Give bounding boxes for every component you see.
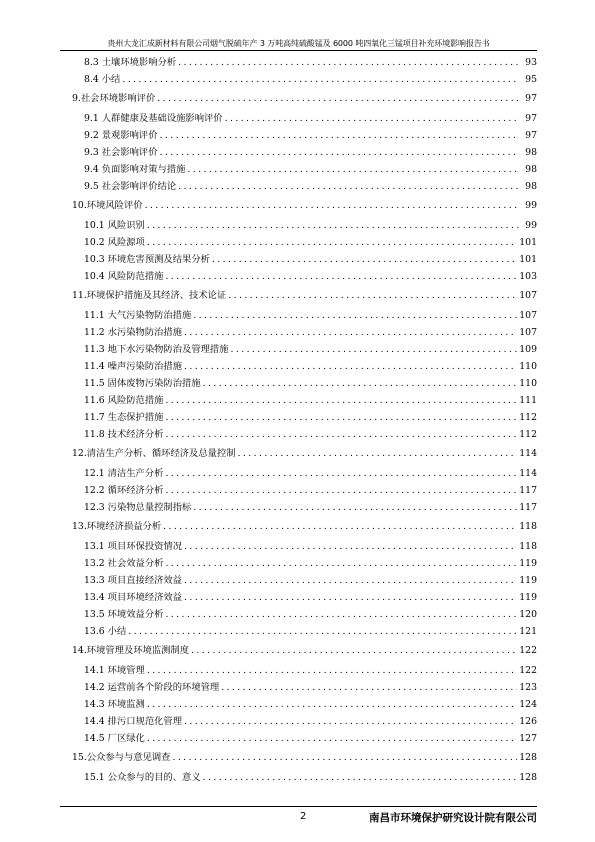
toc-entry-page: 126 xyxy=(519,716,537,727)
toc-dot-leader xyxy=(122,71,519,88)
toc-dot-leader xyxy=(193,307,517,324)
toc-entry-title: 11.3 地下水污染物防治及管理措施 xyxy=(84,344,229,355)
toc-entry-page: 121 xyxy=(519,626,537,637)
toc-entry-page: 119 xyxy=(519,558,537,569)
toc-dot-leader xyxy=(191,640,517,662)
toc-entry-title: 11.环境保护措施及其经济、技术论证 xyxy=(72,290,227,301)
table-of-contents xyxy=(72,54,537,786)
toc-section-entry[interactable] xyxy=(72,268,537,285)
toc-section-entry[interactable] xyxy=(72,110,537,127)
toc-section-entry[interactable] xyxy=(72,713,537,730)
toc-dot-leader xyxy=(178,178,519,195)
toc-entry-title: 14.5 厂区绿化 xyxy=(84,733,145,744)
toc-section-entry[interactable] xyxy=(72,555,537,572)
toc-entry-title: 12.清洁生产分析、循环经济及总量控制 xyxy=(72,448,236,459)
header-rule xyxy=(60,50,537,51)
toc-entry-page: 98 xyxy=(525,164,537,175)
toc-entry-page: 101 xyxy=(519,237,537,248)
toc-dot-leader xyxy=(160,144,519,161)
toc-entry-page: 119 xyxy=(519,592,537,603)
toc-dot-leader xyxy=(165,465,517,482)
toc-section-entry[interactable] xyxy=(72,341,537,358)
toc-section-entry[interactable] xyxy=(72,499,537,516)
toc-entry-title: 10.环境风险评价 xyxy=(72,200,143,211)
toc-entry-page: 97 xyxy=(525,130,537,141)
toc-entry-page: 98 xyxy=(525,147,537,158)
toc-section-entry[interactable] xyxy=(72,392,537,409)
toc-entry-title: 9.2 景观影响评价 xyxy=(84,130,158,141)
toc-entry-page: 112 xyxy=(519,429,537,440)
toc-section-entry[interactable] xyxy=(72,161,537,178)
toc-section-entry[interactable] xyxy=(72,358,537,375)
toc-entry-page: 127 xyxy=(519,733,537,744)
toc-entry-page: 128 xyxy=(519,752,537,763)
footer-page-number: 2 xyxy=(300,811,307,822)
toc-section-entry[interactable] xyxy=(72,623,537,640)
toc-dot-leader xyxy=(147,662,517,679)
toc-dot-leader xyxy=(165,426,517,443)
toc-dot-leader xyxy=(238,443,518,465)
toc-dot-leader xyxy=(147,217,519,234)
toc-entry-page: 128 xyxy=(519,772,537,783)
toc-entry-title: 13.5 环境效益分析 xyxy=(84,609,164,620)
toc-entry-title: 11.8 技术经济分析 xyxy=(84,429,164,440)
toc-entry-page: 118 xyxy=(519,521,537,532)
footer-organization: 南昌市环境保护研究设计院有限公司 xyxy=(369,812,537,824)
toc-entry-title: 9.5 社会影响评价结论 xyxy=(84,181,177,192)
toc-dot-leader xyxy=(203,375,518,392)
toc-entry-title: 11.7 生态保护措施 xyxy=(84,412,164,423)
toc-entry-title: 13.3 项目直接经济效益 xyxy=(84,575,183,586)
toc-section-entry[interactable] xyxy=(72,730,537,747)
toc-entry-page: 109 xyxy=(519,344,537,355)
toc-entry-page: 95 xyxy=(525,74,537,85)
toc-entry-title: 8.3 土壤环境影响分析 xyxy=(84,57,177,68)
toc-dot-leader xyxy=(193,499,517,516)
toc-entry-title: 14.3 环境监测 xyxy=(84,699,145,710)
toc-section-entry[interactable] xyxy=(72,606,537,623)
toc-entry-page: 101 xyxy=(519,254,537,265)
toc-section-entry[interactable] xyxy=(72,144,537,161)
toc-entry-title: 12.3 污染物总量控制指标 xyxy=(84,502,192,513)
toc-section-entry[interactable] xyxy=(72,375,537,392)
toc-entry-page: 107 xyxy=(519,290,537,301)
toc-dot-leader xyxy=(221,679,517,696)
toc-entry-page: 110 xyxy=(519,378,537,389)
toc-entry-page: 99 xyxy=(525,220,537,231)
toc-dot-leader xyxy=(178,54,519,71)
toc-entry-page: 117 xyxy=(519,485,537,496)
toc-entry-title: 15.1 公众参与的目的、意义 xyxy=(84,772,201,783)
toc-entry-title: 13.环境经济损益分析 xyxy=(72,521,162,532)
toc-chapter-entry[interactable] xyxy=(72,443,537,465)
toc-section-entry[interactable] xyxy=(72,426,537,443)
toc-entry-title: 8.4 小结 xyxy=(84,74,121,85)
toc-entry-title: 9.社会环境影响评价 xyxy=(72,93,156,104)
toc-dot-leader xyxy=(147,696,517,713)
toc-section-entry[interactable] xyxy=(72,178,537,195)
toc-section-entry[interactable] xyxy=(72,127,537,144)
toc-entry-page: 123 xyxy=(519,682,537,693)
toc-section-entry[interactable] xyxy=(72,71,537,88)
toc-entry-title: 10.4 风险防范措施 xyxy=(84,271,164,282)
toc-section-entry[interactable] xyxy=(72,251,537,268)
toc-entry-title: 11.2 水污染物防治措施 xyxy=(84,327,183,338)
toc-entry-page: 99 xyxy=(525,200,537,211)
toc-entry-title: 11.5 固体废物污染防治措施 xyxy=(84,378,201,389)
toc-dot-leader xyxy=(165,268,517,285)
toc-entry-page: 118 xyxy=(519,541,537,552)
toc-dot-leader xyxy=(184,572,517,589)
toc-dot-leader xyxy=(147,730,517,747)
toc-entry-title: 14.2 运营前各个阶段的环境管理 xyxy=(84,682,220,693)
toc-entry-title: 12.2 循环经济分析 xyxy=(84,485,164,496)
toc-entry-page: 97 xyxy=(525,113,537,124)
toc-section-entry[interactable] xyxy=(72,769,537,786)
toc-dot-leader xyxy=(163,516,517,538)
toc-entry-page: 107 xyxy=(519,327,537,338)
toc-entry-page: 103 xyxy=(519,271,537,282)
toc-dot-leader xyxy=(160,127,519,144)
toc-entry-page: 107 xyxy=(519,310,537,321)
toc-entry-page: 122 xyxy=(519,645,537,656)
toc-dot-leader xyxy=(212,251,517,268)
toc-dot-leader xyxy=(184,713,517,730)
toc-dot-leader xyxy=(225,110,519,127)
toc-dot-leader xyxy=(231,341,518,358)
toc-dot-leader xyxy=(147,234,517,251)
toc-entry-page: 124 xyxy=(519,699,537,710)
toc-entry-page: 122 xyxy=(519,665,537,676)
toc-dot-leader xyxy=(184,358,517,375)
toc-entry-page: 120 xyxy=(519,609,537,620)
toc-entry-page: 117 xyxy=(519,502,537,513)
toc-dot-leader xyxy=(145,195,519,217)
toc-dot-leader xyxy=(157,88,519,110)
toc-entry-title: 12.1 清洁生产分析 xyxy=(84,468,164,479)
running-header: 贵州大龙汇成新材料有限公司烟气脱硫年产 3 万吨高纯硫酸锰及 6000 吨四氧化三锰项目补充环境影响报告书 xyxy=(107,39,490,48)
toc-entry-page: 112 xyxy=(519,412,537,423)
footer-rule xyxy=(60,806,537,807)
toc-entry-title: 11.6 风险防范措施 xyxy=(84,395,164,406)
toc-dot-leader xyxy=(165,555,517,572)
toc-chapter-entry[interactable] xyxy=(72,285,537,307)
toc-entry-title: 14.环境管理及环境监测制度 xyxy=(72,645,190,656)
toc-chapter-entry[interactable] xyxy=(72,747,537,769)
toc-section-entry[interactable] xyxy=(72,662,537,679)
toc-chapter-entry[interactable] xyxy=(72,640,537,662)
toc-section-entry[interactable] xyxy=(72,482,537,499)
toc-entry-page: 119 xyxy=(519,575,537,586)
toc-dot-leader xyxy=(165,392,517,409)
toc-entry-title: 13.4 项目环境经济效益 xyxy=(84,592,183,603)
toc-entry-title: 9.3 社会影响评价 xyxy=(84,147,158,158)
toc-section-entry[interactable] xyxy=(72,538,537,555)
toc-entry-page: 97 xyxy=(525,93,537,104)
toc-entry-page: 98 xyxy=(525,181,537,192)
toc-dot-leader xyxy=(128,623,517,640)
toc-section-entry[interactable] xyxy=(72,217,537,234)
toc-section-entry[interactable] xyxy=(72,54,537,71)
toc-entry-page: 114 xyxy=(519,468,537,479)
toc-entry-title: 14.4 排污口规范化管理 xyxy=(84,716,183,727)
toc-entry-title: 10.3 环境危害预测及结果分析 xyxy=(84,254,210,265)
toc-section-entry[interactable] xyxy=(72,589,537,606)
toc-section-entry[interactable] xyxy=(72,409,537,426)
toc-entry-title: 13.1 项目环保投资情况 xyxy=(84,541,183,552)
toc-section-entry[interactable] xyxy=(72,307,537,324)
toc-dot-leader xyxy=(187,161,519,178)
toc-dot-leader xyxy=(228,285,517,307)
toc-dot-leader xyxy=(165,606,517,623)
toc-dot-leader xyxy=(184,589,517,606)
toc-section-entry[interactable] xyxy=(72,572,537,589)
toc-section-entry[interactable] xyxy=(72,234,537,251)
toc-entry-title: 9.4 负面影响对策与措施 xyxy=(84,164,186,175)
toc-section-entry[interactable] xyxy=(72,679,537,696)
toc-section-entry[interactable] xyxy=(72,324,537,341)
toc-dot-leader xyxy=(203,769,518,786)
toc-chapter-entry[interactable] xyxy=(72,88,537,110)
toc-dot-leader xyxy=(184,324,517,341)
toc-dot-leader xyxy=(172,747,517,769)
toc-entry-title: 11.4 噪声污染防治措施 xyxy=(84,361,183,372)
toc-entry-page: 110 xyxy=(519,361,537,372)
toc-entry-title: 15.公众参与与意见调查 xyxy=(72,752,171,763)
toc-entry-title: 11.1 大气污染物防治措施 xyxy=(84,310,192,321)
toc-entry-title: 9.1 人群健康及基础设施影响评价 xyxy=(84,113,223,124)
toc-entry-title: 13.2 社会效益分析 xyxy=(84,558,164,569)
toc-entry-title: 10.2 风险源项 xyxy=(84,237,145,248)
toc-entry-page: 114 xyxy=(519,448,537,459)
toc-dot-leader xyxy=(184,538,517,555)
toc-chapter-entry[interactable] xyxy=(72,195,537,217)
toc-entry-page: 93 xyxy=(525,57,537,68)
toc-entry-title: 14.1 环境管理 xyxy=(84,665,145,676)
toc-section-entry[interactable] xyxy=(72,465,537,482)
toc-dot-leader xyxy=(165,482,517,499)
toc-chapter-entry[interactable] xyxy=(72,516,537,538)
toc-dot-leader xyxy=(165,409,517,426)
toc-entry-page: 111 xyxy=(519,395,537,406)
toc-entry-title: 10.1 风险识别 xyxy=(84,220,145,231)
toc-section-entry[interactable] xyxy=(72,696,537,713)
toc-entry-title: 13.6 小结 xyxy=(84,626,127,637)
